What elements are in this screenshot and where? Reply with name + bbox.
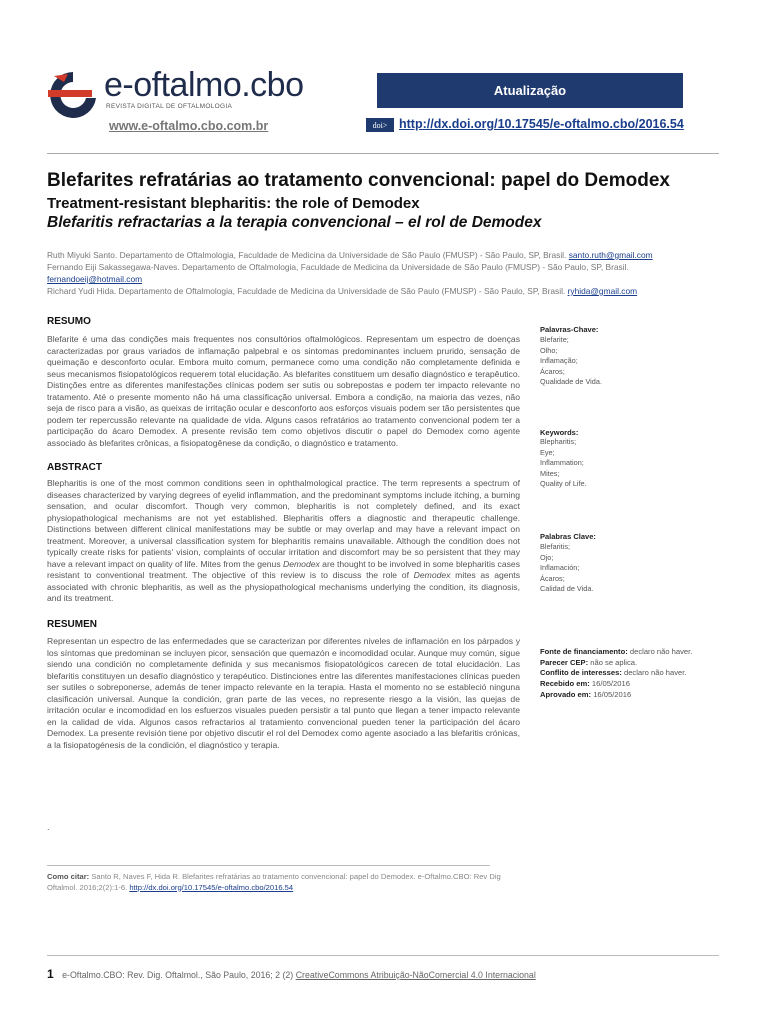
keywords-es-heading: Palabras Clave:: [540, 532, 596, 541]
doi-link[interactable]: http://dx.doi.org/10.17545/e-oftalmo.cbo/2016.54: [399, 117, 684, 131]
author-2-email[interactable]: fernandoeij@hotmail.com: [47, 274, 143, 284]
keywords-pt-heading: Palavras-Chave:: [540, 325, 599, 334]
page-number: 1: [47, 967, 54, 981]
footer-divider: [47, 955, 719, 956]
header-divider: [47, 153, 719, 154]
title-portuguese: Blefarites refratárias ao tratamento convencional: papel do Demodex: [47, 170, 670, 191]
author-2: Fernando Eiji Sakassegawa-Naves. Departamento de Oftalmologia, Faculdade de Medicina da Universidade de São Paulo (FMUSP) - São Paulo, SP, Brasil. fernandoeij@hotmail.com: [47, 262, 629, 284]
resumo-heading: RESUMO: [47, 316, 91, 327]
journal-logo-title: e-oftalmo.cbo: [104, 66, 304, 104]
site-url-link[interactable]: www.e-oftalmo.cbo.com.br: [109, 119, 269, 133]
resumen-heading: RESUMEN: [47, 619, 98, 630]
stray-dot: .: [47, 822, 50, 832]
keywords-pt-list: Blefarite; Olho; Inflamação; Ácaros; Qualidade de Vida.: [540, 335, 602, 387]
section-label: Atualização: [493, 83, 567, 98]
citation-label: Como citar:: [47, 872, 90, 881]
funding-block: Fonte de financiamento: declaro não haver. Parecer CEP: não se aplica. Conflito de interesses: declaro não haver. Recebido em: 16/05/2016 Aprovado em: 16/05/2016: [540, 647, 693, 699]
section-label-box: [377, 73, 683, 108]
author-3-email[interactable]: ryhida@gmail.com: [567, 286, 638, 296]
abstract-heading: ABSTRACT: [47, 462, 102, 473]
doi-icon: doi>: [366, 118, 394, 132]
resumo-text: Blefarite é uma das condições mais frequentes nos consultórios oftalmológicos. Representam um espectro de doenças caracterizadas por graus variados de inflamação palpebral e os sintomas predominantes incluem prurido, sensação de queimação e desconforto ocular. Embora muito comum, permanece como uma condição não completamente definida e seus mecanismos fisiopatológicos requerem total elucidação. As blefarites constituem um desafio diagnóstico e terapêutico. Distinções entre as diferentes manifestações clínicas podem ser sutis ou sobrepostas e podem ter impacto relevante no tratamento. Até o presente momento não há uma classificação universal. Embora a condição, na maioria das vezes, não seja de risco para a visão, as queixas de irritação ocular e desconforto aos esforços visuais podem ser tão persistentes que podem ter repercussão relevante na qualidade de vida. Alguns casos refratários ao tratamento convencional podem ter a participação do ácaro Demodex. A presente revisão tem como objetivos discutir o papel do Demodex como agente associado às blefarites crônicas, a fisiopatogênese da condição, o diagnóstico e tratamento.: [47, 334, 520, 448]
page-footer: [47, 967, 536, 981]
author-1-email[interactable]: santo.ruth@gmail.com: [568, 250, 653, 260]
author-3: Richard Yudi Hida. Departamento de Oftalmologia, Faculdade de Medicina da Universidade de São Paulo (FMUSP) - São Paulo, SP, Brasil. ryhida@gmail.com: [47, 286, 638, 296]
author-1: Ruth Miyuki Santo. Departamento de Oftalmologia, Faculdade de Medicina da Universidade de São Paulo (FMUSP) - São Paulo, SP, Brasil. santo.ruth@gmail.com: [47, 250, 653, 260]
title-english: Treatment-resistant blepharitis: the role of Demodex: [47, 195, 420, 212]
keywords-es-list: Blefaritis; Ojo; Inflamación; Ácaros; Calidad de Vida.: [540, 542, 594, 594]
journal-citation: e-Oftalmo.CBO: Rev. Dig. Oftalmol., São Paulo, 2016; 2 (2): [62, 970, 294, 980]
citation-doi-link[interactable]: http://dx.doi.org/10.17545/e-oftalmo.cbo/2016.54: [129, 882, 294, 892]
title-spanish: Blefaritis refractarias a la terapia convencional – el rol de Demodex: [47, 214, 542, 231]
citation-divider: [47, 865, 490, 866]
license-link[interactable]: CreativeCommons Atribuição-NãoComercial 4.0 Internacional: [295, 970, 536, 980]
resumen-text: Representan un espectro de las enfermedades que se caracterizan por diferentes niveles de inflamación en los párpados y los síntomas que predominan se incluyen picor, sensación que quemazón e incomodidad ocular. Aunque muy común, sigue siendo una condición no completamente definida y sus mecanismos fisiopatológicos carecen de total elucidación. Las blefaritis constituyen un desafío diagnóstico y terapéutico. Distinciones entre las diferentes manifestaciones clínicas pueden ser sutiles o sobreponerse, además de tener impacto relevante en la terapia. Hasta el momento no se estableció ninguna clasificación universal. Aunque la condición, gran parte de las veces, no represente riesgo a la visión, las quejas de irritación ocular e incomodidad en los esfuerzos visuales pueden persistir a tal punto que llegan a tener impacto relevante en la calidad de vida. Algunos casos refractarios al tratamiento convencional pueden tener la participación del ácaro Demodex. La presente revisión tiene por objetivo discutir el rol del Demodex como agente asociado a las blefaritis crónicas, a la fisiopatogénesis de la condición, el diagnóstico y terapia.: [47, 636, 520, 750]
citation-block: Como citar: Santo R, Naves F, Hida R. Blefarites refratárias ao tratamento convencional: papel do Demodex. e-Oftalmo.CBO: Rev Dig Oftalmol. 2016;2(2):1-6. http://dx.doi.org/10.17545/e-oftalmo.cbo/2016.54: [47, 872, 501, 892]
journal-logo-icon: [46, 68, 100, 122]
authors-block: [47, 249, 707, 297]
keywords-en-list: Blepharitis; Eye; Inflammation; Mites; Quality of Life.: [540, 437, 587, 489]
journal-logo-subtitle: REVISTA DIGITAL DE OFTALMOLOGIA: [106, 103, 233, 110]
keywords-en-heading: Keywords:: [540, 428, 579, 437]
abstract-text: Blepharitis is one of the most common conditions seen in ophthalmological practice. The term represents a spectrum of diseases characterized by varying degrees of eyelid inflammation, and the predominant symptoms include itching, a burning sensation, and ocular discomfort. Though very common, blepharitis is not completely defined, and its exact physiopathological mechanisms are not yet established. Blepharitis offers a diagnostic and therapeutic challenge. Distinctions between different clinical manifestations may be subtle or may overlap and may have a relevant impact on treatment. Moreover, a universal classification system for blepharitis remains unavailable. Although the condition does not typically create risks for patients' vision, complaints of occular irritation and discomfort may be so persistent that they may have a relevant impact on quality of life. Mites from the genus Demodex are thought to be involved in some blepharitis cases resistant to conventional treatment. The objective of this review is to discuss the role of Demodex mites as agents associated with chronic blepharitis, as well as the physiopathological mechanisms underlying the condition, its diagnosis, and its treatment.: [47, 478, 520, 604]
